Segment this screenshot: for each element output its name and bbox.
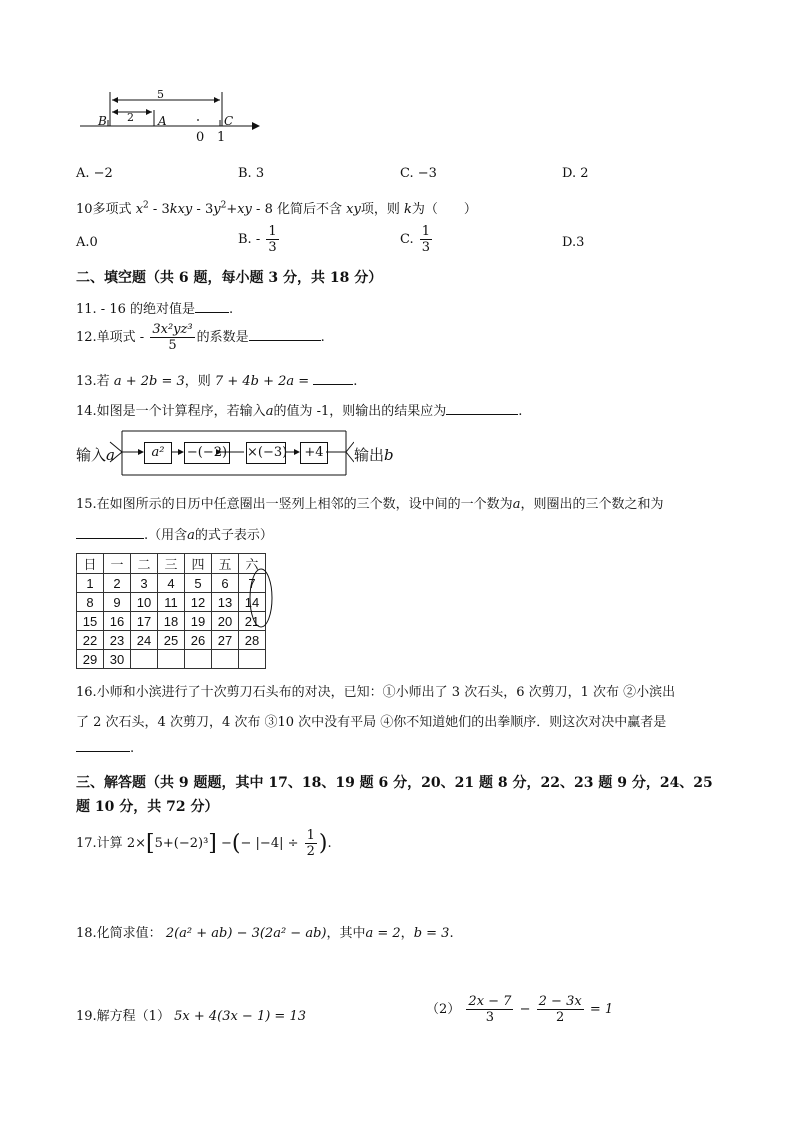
calendar-cell: 22	[77, 631, 104, 650]
numberline-point-b: B	[98, 114, 107, 128]
q16-line3: .	[76, 741, 134, 756]
flow-input-label: 输入a	[76, 446, 115, 464]
calendar-cell: 11	[158, 593, 185, 612]
calendar-cell: 19	[185, 612, 212, 631]
calendar-table	[76, 553, 266, 669]
q16-line2: 了 2 次石头，4 次剪刀，4 次布 ③10 次中没有平局 ④你不知道她们的出拳顺序．则这次对决中赢者是	[76, 715, 667, 730]
calendar-row	[77, 631, 266, 650]
calendar-header-cell: 一	[104, 554, 131, 574]
numberline-dist-short: 2	[127, 111, 134, 124]
section3-title-line2: 题 10 分，共 72 分）	[76, 799, 219, 815]
q9-option-d: D. 2	[562, 166, 589, 181]
q12: 12.单项式 - $\frac{\text{3x²yz³}}{5}$ 的系数是 .	[76, 322, 325, 353]
calendar-cell: 14	[239, 593, 266, 612]
calendar-cell	[158, 650, 185, 669]
calendar-header-cell: 五	[212, 554, 239, 574]
calendar-header-cell: 六	[239, 554, 266, 574]
calendar-header-cell: 日	[77, 554, 104, 574]
calendar-cell: 26	[185, 631, 212, 650]
calendar-cell: 29	[77, 650, 104, 669]
calendar-cell: 1	[77, 574, 104, 593]
flow-box-times-neg3: ×(−3)	[246, 442, 286, 464]
calendar-header-cell: 四	[185, 554, 212, 574]
section3-title-line1: 三、解答题（共 9 题题，其中 17、18、19 题 6 分，20、21 题 8 分，22、23 题 9 分，24、25	[76, 775, 713, 791]
q10-option-c: C. $\frac{1}{3}$	[400, 224, 431, 255]
calendar-row	[77, 593, 266, 612]
q9-option-c: C. −3	[400, 166, 437, 181]
calendar-cell: 2	[104, 574, 131, 593]
flow-box-square: a²	[144, 442, 172, 464]
calendar-cell: 27	[212, 631, 239, 650]
calendar-cell: 16	[104, 612, 131, 631]
calendar-row	[77, 574, 266, 593]
numberline-tick-1: 1	[217, 130, 226, 145]
flow-box-minus-neg2: −(−2)	[184, 442, 230, 464]
calendar-cell	[131, 650, 158, 669]
calendar-cell: 6	[212, 574, 239, 593]
calendar-row	[77, 612, 266, 631]
q15-line1: 15.在如图所示的日历中任意圈出一竖列上相邻的三个数，设中间的一个数为a，则圈出的三个数之和为	[76, 497, 664, 512]
q19-part1: 19.解方程（1） 5x + 4(3x − 1) = 13	[76, 1009, 306, 1024]
q18: 18.化简求值： 2(a² + ab) − 3(2a² − ab)，其中a = 2，b = 3.	[76, 926, 454, 941]
calendar-cell: 3	[131, 574, 158, 593]
calendar-cell: 25	[158, 631, 185, 650]
calendar-header-cell: 二	[131, 554, 158, 574]
calendar-cell: 15	[77, 612, 104, 631]
calendar-cell: 24	[131, 631, 158, 650]
q10-option-d: D.3	[562, 235, 585, 250]
calendar-cell: 20	[212, 612, 239, 631]
q9-option-a: A. −2	[76, 166, 113, 181]
calendar-cell: 5	[185, 574, 212, 593]
numberline-point-c: C	[224, 114, 234, 128]
calendar-circle-marker	[246, 567, 276, 629]
calendar-cell: 23	[104, 631, 131, 650]
numberline-dist-long: 5	[157, 88, 164, 101]
q16-line1: 16.小师和小滨进行了十次剪刀石头布的对决，已知：①小师出了 3 次石头，6 次剪刀，1 次布 ②小滨出	[76, 685, 676, 700]
calendar-cell: 10	[131, 593, 158, 612]
calendar-header-row	[77, 554, 266, 574]
flow-box-plus4: +4	[300, 442, 328, 464]
calendar-cell: 9	[104, 593, 131, 612]
q14-stem: 14.如图是一个计算程序，若输入a的值为 -1，则输出的结果应为 .	[76, 404, 523, 419]
q17: 17.计算 2×[5+(−2)³] −(− |−4| ÷ $\frac{1}{2}$ ).	[76, 828, 332, 859]
q10-option-a: A.0	[76, 235, 98, 250]
calendar-cell: 7	[239, 574, 266, 593]
q9-option-b: B. 3	[238, 166, 265, 181]
calendar-cell	[239, 650, 266, 669]
calendar-header-cell: 三	[158, 554, 185, 574]
numberline-point-a: A	[158, 114, 167, 128]
calendar-cell	[212, 650, 239, 669]
numberline-tick-0: 0	[196, 130, 205, 145]
calendar-cell: 13	[212, 593, 239, 612]
section2-title: 二、填空题（共 6 题，每小题 3 分，共 18 分）	[76, 270, 383, 286]
calendar-cell: 28	[239, 631, 266, 650]
calendar-cell: 8	[77, 593, 104, 612]
q15-line2: .（用含a的式子表示）	[76, 524, 273, 543]
calendar-cell	[185, 650, 212, 669]
calendar-cell: 30	[104, 650, 131, 669]
calendar-cell: 21	[239, 612, 266, 631]
q10-stem: 10多项式 $x^2 - 3kxy - 3y^2+xy - 8$ 化简后不含 xy项，则 k为（ ）	[76, 200, 477, 217]
q19-part2: （2） $\frac{2x - 7}{3}$ − $\frac{2 - 3x}{2}$ = 1	[426, 994, 614, 1025]
q10-option-b: B. - $\frac{1}{3}$	[238, 224, 277, 255]
calendar-row	[77, 650, 266, 669]
q13: 13.若 a + 2b = 3，则 7 + 4b + 2a = .	[76, 374, 358, 389]
calendar-cell: 4	[158, 574, 185, 593]
flow-output-label: 输出b	[354, 446, 394, 464]
calendar-cell: 12	[185, 593, 212, 612]
calendar-cell: 18	[158, 612, 185, 631]
calendar-cell: 17	[131, 612, 158, 631]
q11: 11. - 16 的绝对值是 .	[76, 302, 234, 317]
